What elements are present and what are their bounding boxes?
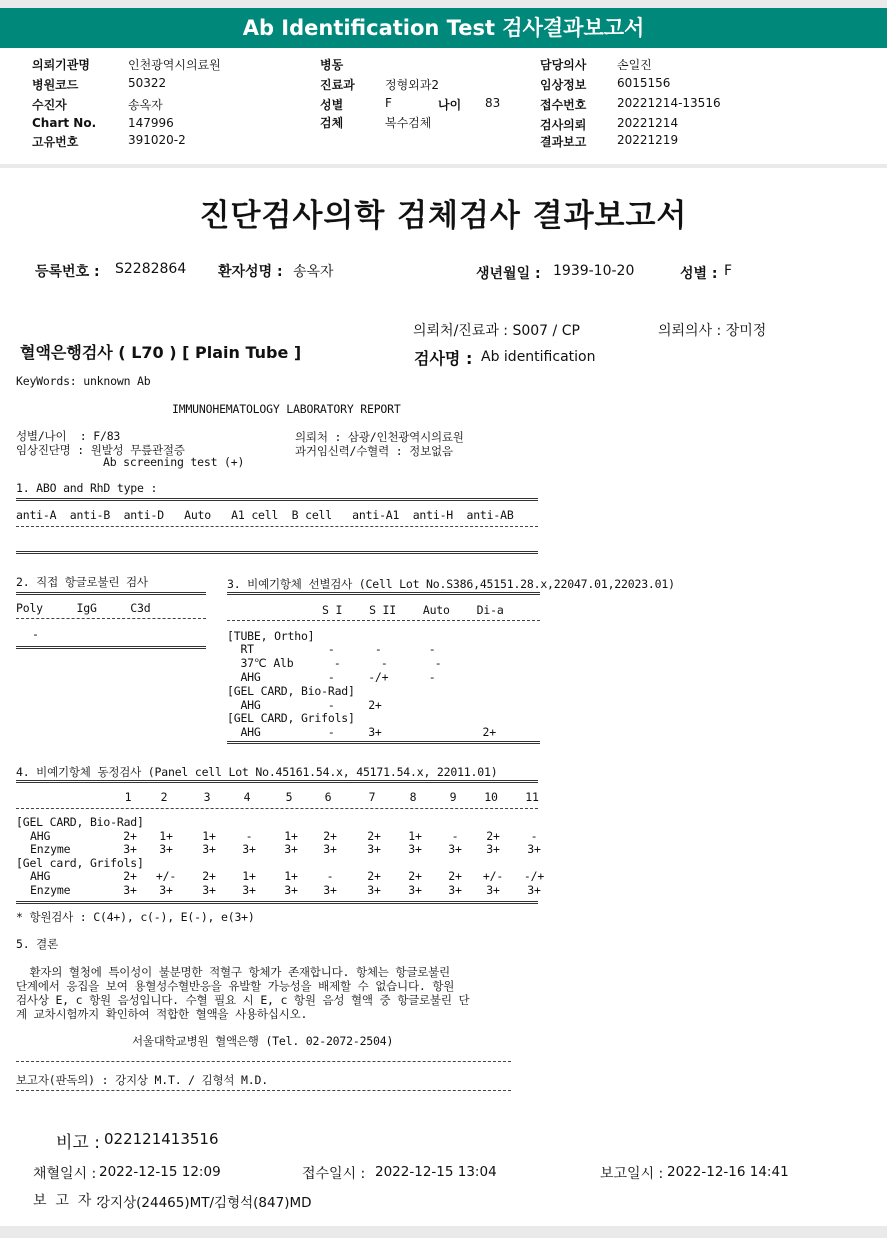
panel-cell: 3+ [123, 883, 137, 897]
panel-row-label: AHG [30, 869, 51, 883]
divider [227, 620, 540, 622]
panel-cell: 1+ [159, 829, 173, 843]
conclusion-line: 환자의 혈청에 특이성이 불분명한 적혈구 항체가 존재합니다. 항체는 항글로불린 [16, 965, 450, 979]
label-chart-no: Chart No. [32, 116, 97, 130]
panel-cell: 2+ [123, 869, 137, 883]
panel-cell: 1+ [408, 829, 422, 843]
report-header-title: Ab Identification Test 검사결과보고서 [0, 8, 887, 48]
sec3-headers: S I S II Auto Di-a [322, 603, 504, 617]
report-time-label: 보고일시 : [600, 1166, 664, 1182]
blood-bank: 서울대학교병원 혈액은행 (Tel. 02-2072-2504) [132, 1034, 394, 1048]
conclusion-line: 단계에서 응집을 보여 용혈성수혈반응을 유발할 가능성을 배제할 수 없습니다. 항원 [16, 979, 455, 993]
panel-cell: +/- [155, 869, 177, 883]
label-hospital-code: 병원코드 [32, 78, 79, 92]
panel-cell-header: 7 [368, 790, 376, 804]
panel-cell: 1+ [242, 869, 256, 883]
collect-label: 채혈일시 : [33, 1166, 97, 1182]
panel-cell: 3+ [486, 842, 500, 856]
sec3-row: AHG - 2+ [227, 698, 382, 712]
reg-no-label: 등록번호 : [35, 264, 100, 280]
reporter-label: 보 고 자 : [33, 1193, 101, 1209]
label-patient: 수진자 [32, 98, 67, 112]
divider [16, 551, 538, 555]
sex-value: F [724, 263, 733, 279]
panel-cell: 3+ [448, 883, 462, 897]
label-department: 진료과 [320, 78, 355, 92]
panel-cell: 3+ [202, 883, 216, 897]
panel-cell: 2+ [123, 829, 137, 843]
label-sex: 성별 [320, 98, 344, 112]
antigen-test: * 항원검사 : C(4+), c(-), E(-), e(3+) [16, 910, 255, 924]
keywords: KeyWords: unknown Ab [16, 374, 151, 388]
panel-cell: 3+ [323, 842, 337, 856]
sec3-title: 3. 비예기항체 선별검사 (Cell Lot No.S386,45151.28.x,22047.01,22023.01) [227, 577, 675, 591]
panel-cell: - [326, 869, 334, 883]
divider [16, 498, 538, 502]
panel-cell-header: 5 [285, 790, 293, 804]
divider [16, 1061, 511, 1063]
divider [16, 592, 206, 596]
panel-cell: - [530, 829, 538, 843]
value-doctor: 손일진 [617, 58, 652, 72]
sec2-title: 2. 직접 항글로불린 검사 [16, 575, 148, 589]
sec1-title: 1. ABO and RhD type : [16, 481, 158, 495]
panel-cell: 2+ [408, 869, 422, 883]
panel-cell: 1+ [202, 829, 216, 843]
test-group: 혈액은행검사 ( L70 ) [ Plain Tube ] [20, 343, 302, 362]
value-patient: 송옥자 [128, 98, 163, 112]
sec3-row: 37℃ Alb - - - [227, 656, 442, 670]
sec3-row: [GEL CARD, Grifols] [227, 711, 355, 725]
divider [16, 780, 538, 784]
sex-age: 성별/나이 : F/83 [16, 429, 121, 443]
label-age: 나이 [438, 98, 462, 112]
panel-cell: 3+ [408, 883, 422, 897]
panel-cell-header: 6 [324, 790, 332, 804]
conclusion-line: 계 교차시험까지 확인하여 적합한 혈액을 사용하십시오. [16, 1007, 308, 1021]
label-institution: 의뢰기관명 [32, 58, 90, 72]
panel-cell: - [451, 829, 459, 843]
conclusion-line: 검사상 E, c 항원 음성입니다. 수혈 필요 시 E, c 항원 음성 혈액 중 항글로불린 단 [16, 993, 470, 1007]
panel-cell: 1+ [284, 829, 298, 843]
value-unique-no: 391020-2 [128, 133, 186, 147]
note-value: 022121413516 [104, 1130, 219, 1148]
receive-label: 접수일시 : [302, 1166, 366, 1182]
divider [16, 526, 538, 528]
value-institution: 인천광역시의료원 [128, 58, 221, 72]
label-doctor: 담당의사 [540, 58, 587, 72]
test-name-label: 검사명 : [414, 349, 473, 368]
panel-cell: 3+ [408, 842, 422, 856]
sec4-group-biorad: [GEL CARD, Bio-Rad] [16, 815, 144, 829]
panel-cell-header: 10 [484, 790, 498, 804]
sec4-group-grifols: [Gel card, Grifols] [16, 856, 144, 870]
panel-row-label: Enzyme [30, 842, 71, 856]
panel-cell: 3+ [159, 883, 173, 897]
divider [16, 618, 206, 620]
report-document [0, 168, 887, 1226]
value-hospital-code: 50322 [128, 76, 167, 90]
divider [16, 646, 206, 650]
panel-cell: 3+ [527, 842, 541, 856]
panel-cell-header: 1 [124, 790, 132, 804]
sec3-row: AHG - -/+ - [227, 670, 436, 684]
sec3-row: [GEL CARD, Bio-Rad] [227, 684, 355, 698]
panel-cell: 3+ [367, 883, 381, 897]
requesting-doctor: 의뢰의사 : 장미정 [658, 323, 767, 339]
value-test-request: 20221214 [617, 116, 679, 130]
value-sex: F [385, 96, 392, 110]
panel-cell: 3+ [367, 842, 381, 856]
panel-cell: 1+ [284, 869, 298, 883]
label-specimen: 검체 [320, 116, 344, 130]
label-result-report: 결과보고 [540, 135, 587, 149]
divider [16, 808, 538, 810]
label-clinical-info: 임상정보 [540, 78, 587, 92]
reg-no-value: S2282864 [115, 261, 187, 277]
panel-cell-header: 9 [449, 790, 457, 804]
panel-cell: 3+ [242, 883, 256, 897]
value-result-report: 20221219 [617, 133, 679, 147]
panel-cell: 3+ [159, 842, 173, 856]
panel-cell: 3+ [448, 842, 462, 856]
divider [16, 901, 538, 905]
panel-cell: 2+ [486, 829, 500, 843]
label-ward: 병동 [320, 58, 344, 72]
patient-name-label: 환자성명 : [218, 264, 283, 280]
receive-value: 2022-12-15 13:04 [375, 1164, 497, 1180]
panel-cell: 3+ [284, 883, 298, 897]
panel-cell: 3+ [284, 842, 298, 856]
panel-row-label: AHG [30, 829, 51, 843]
patient-name-value: 송옥자 [293, 264, 334, 280]
panel-cell-header: 8 [409, 790, 417, 804]
sec2-headers: Poly IgG C3d [16, 601, 151, 615]
sec3-row: RT - - - [227, 642, 436, 656]
divider [227, 741, 540, 745]
value-age: 83 [485, 96, 501, 110]
panel-cell: 2+ [448, 869, 462, 883]
value-receipt-no: 20221214-13516 [617, 96, 721, 110]
value-department: 정형외과2 [385, 78, 440, 92]
panel-cell-header: 4 [243, 790, 251, 804]
page-title: 진단검사의학 검체검사 결과보고서 [199, 198, 688, 234]
history: 과거임신력/수혈력 : 정보없음 [295, 444, 453, 458]
sec3-row: AHG - 3+ 2+ [227, 725, 496, 739]
panel-cell-header: 11 [525, 790, 539, 804]
label-unique-no: 고유번호 [32, 135, 79, 149]
sec2-value: - [32, 627, 39, 641]
panel-cell: 3+ [323, 883, 337, 897]
panel-cell-header: 2 [160, 790, 168, 804]
panel-cell: 2+ [367, 869, 381, 883]
panel-cell: 3+ [527, 883, 541, 897]
label-receipt-no: 접수번호 [540, 98, 587, 112]
panel-cell: 3+ [486, 883, 500, 897]
diagnosis-2: Ab screening test (+) [103, 455, 245, 469]
sec5-title: 5. 결론 [16, 937, 58, 951]
lab-report-title: IMMUNOHEMATOLOGY LABORATORY REPORT [172, 402, 401, 416]
panel-cell: -/+ [523, 869, 545, 883]
label-test-request: 검사의뢰 [540, 118, 587, 132]
panel-cell-header: 3 [203, 790, 211, 804]
sec1-headers: anti-A anti-B anti-D Auto A1 cell B cell anti-A1 anti-H anti-AB [16, 508, 514, 522]
panel-cell: - [245, 829, 253, 843]
sec4-title: 4. 비예기항체 동정검사 (Panel cell Lot No.45161.54.x, 45171.54.x, 22011.01) [16, 765, 498, 779]
panel-row-label: Enzyme [30, 883, 71, 897]
reporter-value: 강지상(24465)MT/김형석(847)MD [97, 1195, 312, 1211]
value-clinical-info: 6015156 [617, 76, 671, 90]
panel-cell: 2+ [202, 869, 216, 883]
report-time-value: 2022-12-16 14:41 [667, 1164, 789, 1180]
patient-info-header [0, 48, 887, 164]
dob-label: 생년월일 : [476, 266, 541, 282]
panel-cell: 3+ [202, 842, 216, 856]
panel-cell: 3+ [242, 842, 256, 856]
panel-cell: 3+ [123, 842, 137, 856]
divider [227, 592, 540, 596]
value-specimen: 복수검체 [385, 116, 432, 130]
dept-line: 의뢰처/진료과 : S007 / CP [413, 323, 580, 339]
test-name-value: Ab identification [481, 349, 596, 365]
value-chart-no: 147996 [128, 116, 174, 130]
dob-value: 1939-10-20 [553, 263, 635, 279]
panel-cell: 2+ [367, 829, 381, 843]
sec3-row: [TUBE, Ortho] [227, 629, 315, 643]
divider [16, 1090, 511, 1092]
note-label: 비고 : [56, 1133, 100, 1153]
diagnosis: 임상진단명 : 원발성 무릎관절증 [16, 443, 185, 457]
requester: 의뢰처 : 삼광/인천광역시의료원 [295, 430, 464, 444]
collect-value: 2022-12-15 12:09 [99, 1164, 221, 1180]
panel-cell: 2+ [323, 829, 337, 843]
panel-cell: +/- [482, 869, 504, 883]
sex-label: 성별 : [680, 266, 718, 282]
reporter-line: 보고자(판독의) : 강지상 M.T. / 김형석 M.D. [16, 1073, 268, 1087]
